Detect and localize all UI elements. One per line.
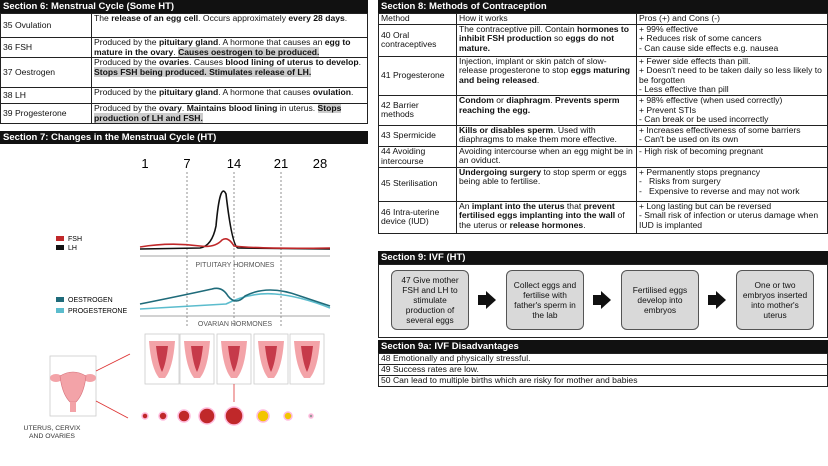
definition-cell: Produced by the pituitary gland. A hormone that causes ovulation. [92, 88, 368, 104]
definition-cell: The release of an egg cell. Occurs approximately every 28 days. [92, 14, 368, 38]
table-row [379, 24, 828, 56]
fsh-legend: FSH [68, 236, 82, 243]
menstrual-cycle-table [0, 13, 368, 124]
table-row [1, 88, 368, 104]
section8-header: Section 8: Methods of Contraception [378, 0, 828, 13]
uterus-lining-panel [180, 334, 214, 384]
uterus-lining-panel [145, 334, 179, 384]
section9a-header: Section 9a: IVF Disadvantages [378, 340, 828, 353]
follicle-stage [225, 407, 243, 425]
progesterone-legend: PROGESTERONE [68, 308, 128, 315]
ivf-step-box: Collect eggs and fertilise with father's sperm in the lab [506, 270, 584, 330]
table-row [1, 14, 368, 38]
table-row [1, 58, 368, 88]
term-cell: 38 LH [1, 88, 92, 104]
section9-header: Section 9: IVF (HT) [378, 251, 828, 264]
table-row [1, 104, 368, 124]
pros-cons-cell: + Long lasting but can be reversed - Small risk of infection or uterus damage when IUD is implanted [637, 201, 828, 233]
how-cell: Undergoing surgery to stop sperm or eggs being able to fertilise. [457, 167, 637, 201]
oestrogen-legend: OESTROGEN [68, 297, 113, 304]
follicle-stage [284, 412, 292, 420]
pros-cons-cell: + Permanently stops pregnancy - Risks from surgery - Expensive to reverse and may not work [637, 167, 828, 201]
pros-cons-cell: - High risk of becoming pregnant [637, 146, 828, 167]
how-cell: The contraceptive pill. Contain hormones to inhibit FSH production so eggs do not mature. [457, 24, 637, 56]
follicle-stage [309, 414, 313, 418]
section7-header: Section 7: Changes in the Menstrual Cycle (HT) [0, 131, 368, 144]
pros-cons-cell: + Increases effectiveness of some barriers - Can't be used on its own [637, 125, 828, 146]
lh-legend: LH [68, 245, 77, 252]
how-cell: Injection, implant or skin patch of slow-release progesterone to stop eggs maturing and being released. [457, 56, 637, 95]
ivf-step-box: 47 Give mother FSH and LH to stimulate production of several eggs [391, 270, 469, 330]
menstrual-cycle-diagram [0, 146, 368, 466]
method-cell: 42 Barrier methods [379, 95, 457, 125]
method-cell: 43 Spermicide [379, 125, 457, 146]
pros-cons-cell: + 99% effective + Reduces risk of some cancers - Can cause side effects e.g. nausea [637, 24, 828, 56]
col-method: Method [379, 14, 457, 25]
term-cell: 35 Ovulation [1, 14, 92, 38]
disadvantage-cell: 49 Success rates are low. [379, 365, 828, 376]
disadvantage-cell: 50 Can lead to multiple births which are risky for mother and babies [379, 376, 828, 387]
uterus-lining-panel [217, 334, 251, 384]
definition-cell: Produced by the ovaries. Causes blood lining of uterus to develop. Stops FSH being produced. Stimulates release of LH. [92, 58, 368, 88]
uterus-lining-panel [254, 334, 288, 384]
table-row [379, 167, 828, 201]
disadvantage-cell: 48 Emotionally and physically stressful. [379, 354, 828, 365]
follicle-stage [178, 410, 190, 422]
day-label: 28 [312, 156, 328, 171]
method-cell: 40 Oral contraceptives [379, 24, 457, 56]
table-row [379, 354, 828, 365]
col-pros: Pros (+) and Cons (-) [637, 14, 828, 25]
day-label: 21 [273, 156, 289, 171]
col-how: How it works [457, 14, 637, 25]
definition-cell: Produced by the ovary. Maintains blood lining in uterus. Stops production of LH and FSH. [92, 104, 368, 124]
ovarian-label: OVARIAN HORMONES [197, 321, 273, 328]
lh-legend-swatch [56, 245, 64, 250]
table-row [379, 95, 828, 125]
how-cell: An implant into the uterus that prevent fertilised eggs implanting into the wall of the uterus or release hormones. [457, 201, 637, 233]
contraception-table [378, 13, 828, 234]
day-label: 1 [141, 156, 149, 171]
table-row [379, 56, 828, 95]
term-cell: 36 FSH [1, 38, 92, 58]
how-cell: Avoiding intercourse when an egg might be in an oviduct. [457, 146, 637, 167]
term-cell: 39 Progesterone [1, 104, 92, 124]
definition-cell: Produced by the pituitary gland. A hormone that causes an egg to mature in the ovary. Causes oestrogen to be produced. [92, 38, 368, 58]
day-label: 7 [183, 156, 191, 171]
section6-header: Section 6: Menstrual Cycle (Some HT) [0, 0, 368, 13]
follicle-stage [159, 412, 167, 420]
table-row [379, 201, 828, 233]
term-cell: 37 Oestrogen [1, 58, 92, 88]
ivf-step-box: One or two embryos inserted into mother's uterus [736, 270, 814, 330]
organ-label-line2: AND OVARIES [29, 433, 75, 440]
day-label: 14 [226, 156, 242, 171]
oestrogen-legend-swatch [56, 297, 64, 302]
follicle-stage [199, 408, 215, 424]
ivf-step-box: Fertilised eggs develop into embryos [621, 270, 699, 330]
table-row [379, 146, 828, 167]
method-cell: 41 Progesterone [379, 56, 457, 95]
how-cell: Kills or disables sperm. Used with diaphragms to make them more effective. [457, 125, 637, 146]
fsh-legend-swatch [56, 236, 64, 241]
table-row [379, 125, 828, 146]
method-cell: 44 Avoiding intercourse [379, 146, 457, 167]
how-cell: Condom or diaphragm. Prevents sperm reaching the egg. [457, 95, 637, 125]
table-row [379, 365, 828, 376]
table-row [379, 376, 828, 387]
table-row [1, 38, 368, 58]
uterus-cervix-ovaries-illustration [50, 356, 96, 416]
uterus-lining-panel [290, 334, 324, 384]
ivf-disadvantages-table [378, 353, 828, 387]
pros-cons-cell: + Fewer side effects than pill. + Doesn't need to be taken daily so less likely to be forgotten - Less effective than pill [637, 56, 828, 95]
method-cell: 45 Sterilisation [379, 167, 457, 201]
pituitary-label: PITUITARY HORMONES [195, 262, 275, 269]
method-cell: 46 Intra-uterine device (IUD) [379, 201, 457, 233]
follicle-stage [257, 410, 269, 422]
follicle-stage [142, 413, 148, 419]
progesterone-legend-swatch [56, 308, 64, 313]
oestrogen-curve [140, 288, 330, 306]
organ-label-line1: UTERUS, CERVIX [23, 425, 81, 432]
lh-curve [140, 191, 330, 249]
pros-cons-cell: + 98% effective (when used correctly) + Prevent STIs - Can break or be used incorrectly [637, 95, 828, 125]
